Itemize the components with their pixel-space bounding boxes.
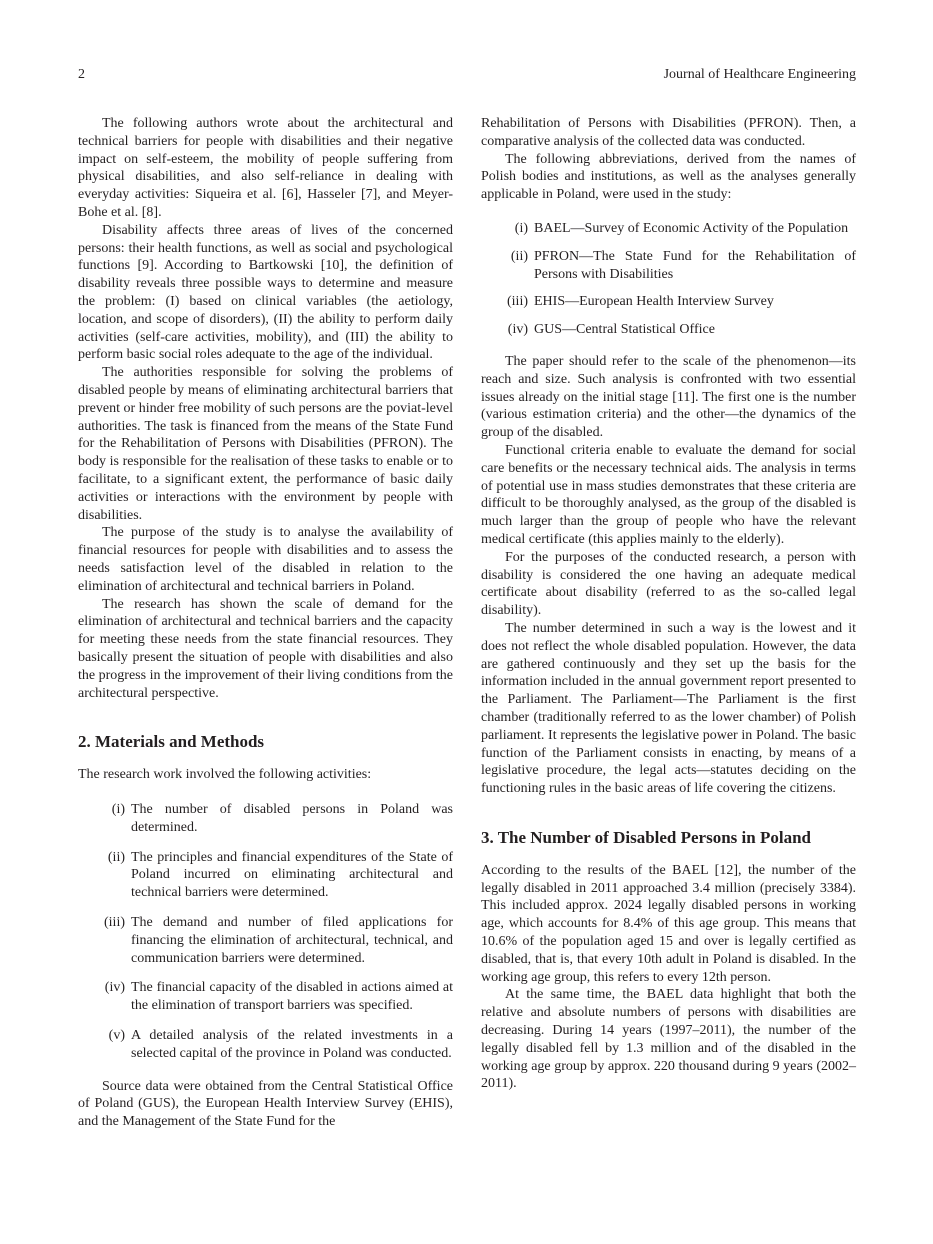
list-text: GUS—Central Statistical Office	[534, 322, 715, 338]
paragraph: The following abbreviations, derived from the names of Polish bodies and institutions, as well as the analyses generally applicable in Poland, were used in the study:	[481, 151, 856, 203]
paragraph: The research has shown the scale of demand for the elimination of architectural and technical barriers and the capacity for meeting these needs from the state financial resources. They basically present the situation of people with disabilities and also the progress in the improvement of their living conditions from the architectural perspective.	[78, 596, 453, 701]
list-item	[481, 321, 856, 339]
list-item	[78, 914, 453, 967]
list-number: (v)	[108, 1028, 125, 1044]
paragraph: The following authors wrote about the architectural and technical barriers for people with disabilities and their negative impact on self-esteem, the mobility of people suffering from physical disabilities, and also self-reliance in dealing with everyday activities: Siqueira et al. [6], Hasseler [7], and Meyer-Bohe et al. [8].	[78, 116, 453, 220]
activities-list	[78, 801, 453, 1063]
paragraph: For the purposes of the conducted research, a person with disability is considered the one having an adequate medical certificate about disability (referred to as the so-called legal disability).	[481, 549, 856, 619]
list-text: The principles and financial expenditures of the State of Poland incurred on eliminating architectural and technical barriers were determined.	[131, 849, 453, 901]
list-text: The demand and number of filed applications for financing the elimination of architectural, technical, and communication barriers were determined.	[131, 915, 453, 966]
paragraph: At the same time, the BAEL data highlight that both the relative and absolute numbers of persons with disabilities are decreasing. During 14 years (1997–2011), the number of the legally disabled fell by 1.3 million and of the disabled in the working age group by approx. 220 thousand during 9 years (2002–2011).	[481, 987, 856, 1092]
list-text: BAEL—Survey of Economic Activity of the Population	[534, 220, 849, 236]
list-text: A detailed analysis of the related investments in a selected capital of the province in Poland was conducted.	[131, 1028, 453, 1061]
list-item	[78, 849, 453, 902]
list-text: EHIS—European Health Interview Survey	[534, 294, 774, 310]
list-number: (iii)	[104, 915, 125, 931]
list-item	[78, 979, 453, 1015]
section-heading: 2. Materials and Methods	[78, 732, 265, 752]
paragraph: Functional criteria enable to evaluate the demand for social care benefits or the necessary technical aids. The analysis in terms of potential use in mass studies demonstrates that these criteria are difficult to be thoroughly analysed, as the group of the disabled is much larger than the group of people who have the relevant medical certificate (this applies mainly to the elderly).	[481, 442, 856, 547]
journal-title: Journal of Healthcare Engineering	[663, 67, 856, 82]
paragraph: The purpose of the study is to analyse the availability of financial resources for people with disabilities and to assess the needs satisfaction level of the disabled in relation to the elimination of architectural and technical barriers in Poland.	[78, 525, 453, 594]
paragraph: Rehabilitation of Persons with Disabilities (PFRON). Then, a comparative analysis of the collected data was conducted.	[481, 116, 856, 149]
list-item	[78, 801, 453, 837]
paragraph: The authorities responsible for solving the problems of disabled people by means of eliminating architectural barriers that prevent or hinder free mobility of such persons are the poviat-level authorities. The task is financed from the means of the State Fund for the Rehabilitation of Persons with Disabilities (PFRON). The body is responsible for the realisation of these tasks to enable or to facilitate, to a significant extent, the performance of basic daily activities or interactions with the environment by people with disabilities.	[78, 365, 453, 523]
list-number: (iv)	[507, 322, 528, 338]
list-number: (i)	[514, 220, 528, 236]
list-number: (ii)	[107, 849, 125, 865]
list-item	[481, 248, 856, 284]
list-item	[481, 293, 856, 311]
list-number: (ii)	[510, 248, 528, 264]
paragraph: The paper should refer to the scale of the phenomenon—its reach and size. Such analysis is confronted with two essential issues already on the initial stage [11]. The first one is the number (various estimation criteria) and the other—the dynamics of the group of the disabled.	[481, 353, 856, 441]
list-item	[481, 220, 856, 238]
paragraph: The number determined in such a way is the lowest and it does not reflect the whole disabled population. However, the data are gathered continuously and they set up the basis for the information included in the annual government report presented to the Parliament. The Parliament—The Parliament is the first chamber (traditionally referred to as the lower chamber) of Polish parliament. It represents the legislative power in Poland. The basic function of the Parliament consists in enacting, by means of a legislative procedure, the legal acts—statutes deciding on the functioning rules in the basic areas of life covering the citizens.	[481, 620, 856, 797]
list-text: The number of disabled persons in Poland was determined.	[131, 802, 453, 835]
right-column	[481, 115, 856, 1093]
list-number: (iv)	[104, 980, 125, 996]
paragraph: Disability affects three areas of lives of the concerned persons: their health functions, as well as social and psychological functions [9]. According to Bartkowski [10], the definition of disability reveals three possible ways to determine and measure the problem: (I) based on clinical variables (the aetiology, location, and scope of disorders), (II) the ability to perform daily activities (self-care activities, mobility), and (III) the ability to perform basic social roles adequate to the age of the individual.	[78, 222, 453, 363]
section-heading: 3. The Number of Disabled Persons in Poland	[481, 827, 811, 847]
left-column	[78, 115, 453, 1131]
list-item	[78, 1027, 453, 1063]
page-number: 2	[78, 67, 85, 82]
list-text: PFRON—The State Fund for the Rehabilitation of Persons with Disabilities	[534, 248, 856, 282]
list-number: (i)	[111, 802, 125, 818]
paragraph: According to the results of the BAEL [12], the number of the legally disabled in 2011 approached 3.4 million (precisely 3384). This included approx. 2024 legally disabled persons in working age, which accounts for 8.4% of this age group. This means that 10.6% of the population aged 15 and over is legally certified as disabled, that is, that every 10th adult in Poland is disabled. In the working age group, this refers to every 12th person.	[481, 862, 856, 985]
list-number: (iii)	[507, 294, 528, 310]
paragraph: Source data were obtained from the Central Statistical Office of Poland (GUS), the European Health Interview Survey (EHIS), and the Management of the State Fund for the	[78, 1078, 453, 1130]
abbreviations-list	[481, 220, 856, 339]
paragraph: The research work involved the following activities:	[78, 767, 372, 783]
list-text: The financial capacity of the disabled in actions aimed at the elimination of transport barriers was specified.	[131, 980, 453, 1014]
